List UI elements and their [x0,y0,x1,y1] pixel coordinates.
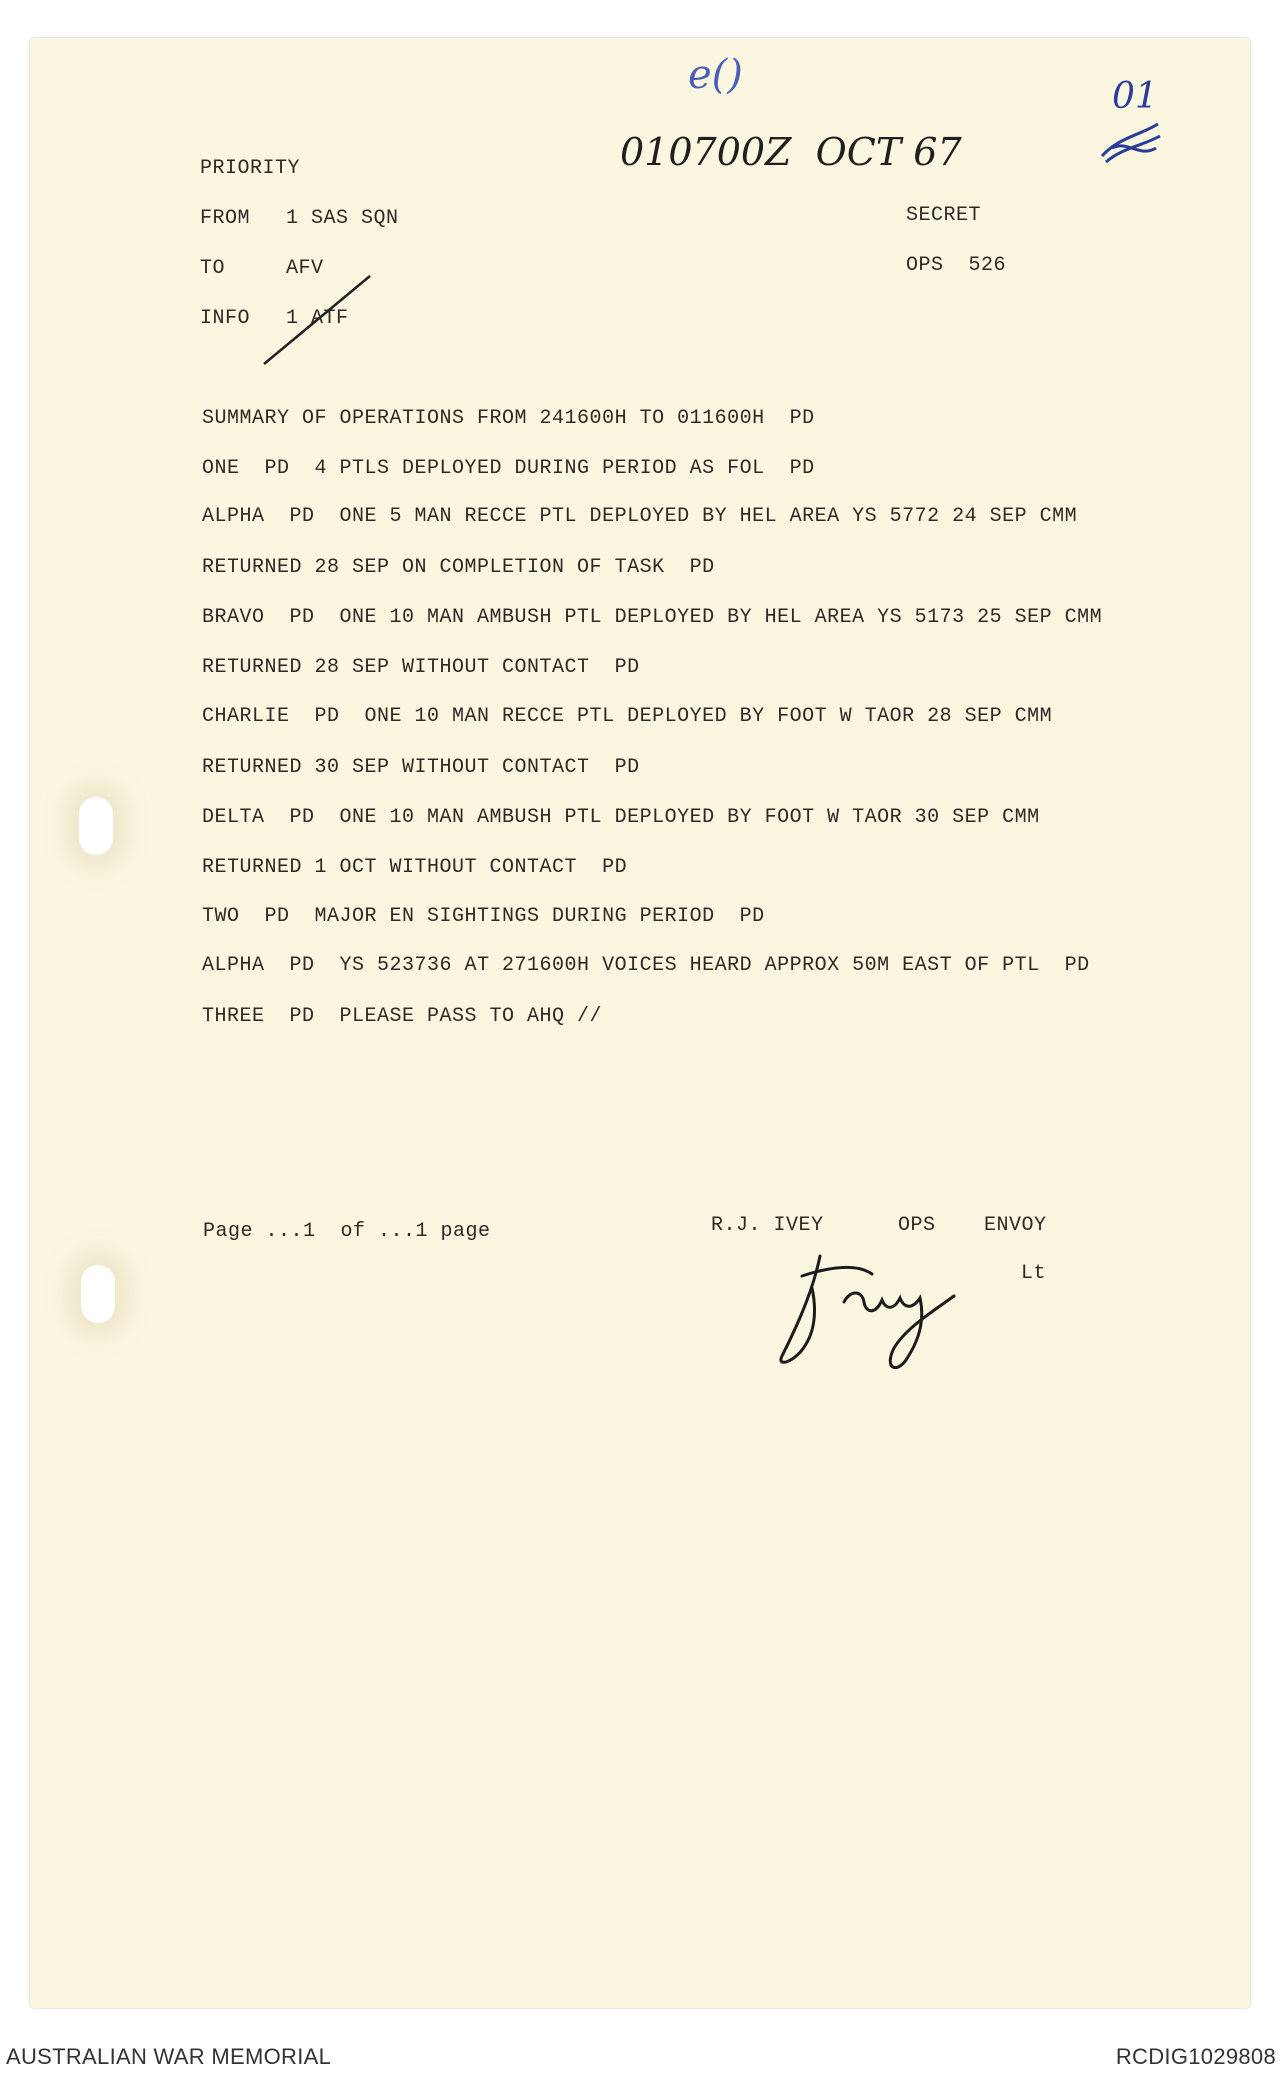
info-value: 1 ATF [286,307,349,330]
body-line: ALPHA PD YS 523736 AT 271600H VOICES HEARD APPROX 50M EAST OF PTL PD [202,954,1090,977]
from-value: 1 SAS SQN [286,207,399,230]
punch-hole-lower [81,1265,115,1323]
handwritten-corner-number: 01 [1112,76,1158,117]
body-line: BRAVO PD ONE 10 MAN AMBUSH PTL DEPLOYED BY HEL AREA YS 5173 25 SEP CMM [202,606,1103,629]
ops-reference: OPS 526 [906,254,1007,277]
handwritten-dtg: 010700Z OCT 67 [620,130,962,174]
body-line: TWO PD MAJOR EN SIGHTINGS DURING PERIOD PD [202,905,765,928]
body-line: RETURNED 28 SEP WITHOUT CONTACT PD [202,656,640,679]
archive-footer-right: RCDIG1029808 [1115,2044,1276,2069]
body-line: RETURNED 1 OCT WITHOUT CONTACT PD [202,856,628,879]
signatory-role: ENVOY [984,1214,1047,1237]
body-line: THREE PD PLEASE PASS TO AHQ // [202,1005,603,1028]
body-line: DELTA PD ONE 10 MAN AMBUSH PTL DEPLOYED BY FOOT W TAOR 30 SEP CMM [202,806,1040,829]
handwritten-top-mark: e() [688,52,743,98]
archive-footer-left: AUSTRALIAN WAR MEMORIAL [6,2044,332,2069]
strike-line [262,272,372,368]
to-label: TO [200,257,226,280]
body-line: CHARLIE PD ONE 10 MAN RECCE PTL DEPLOYED BY FOOT W TAOR 28 SEP CMM [202,705,1053,728]
signatory-unit: OPS [898,1214,936,1237]
signatory-rank: Lt [1021,1262,1047,1285]
from-label: FROM [200,207,251,230]
signatory-name: R.J. IVEY [711,1214,824,1237]
classification: SECRET [906,204,982,227]
body-line: SUMMARY OF OPERATIONS FROM 241600H TO 011600H PD [202,407,815,430]
page-info: Page ...1 of ...1 page [203,1220,491,1243]
to-value: AFV [286,257,324,280]
info-label: INFO [200,307,251,330]
body-line: RETURNED 30 SEP WITHOUT CONTACT PD [202,756,640,779]
punch-hole-upper [79,797,113,855]
handwritten-signature [772,1236,972,1376]
scribble-mark [1098,118,1168,168]
body-line: RETURNED 28 SEP ON COMPLETION OF TASK PD [202,556,715,579]
body-line: ALPHA PD ONE 5 MAN RECCE PTL DEPLOYED BY HEL AREA YS 5772 24 SEP CMM [202,505,1078,528]
body-line: ONE PD 4 PTLS DEPLOYED DURING PERIOD AS FOL PD [202,457,815,480]
precedence: PRIORITY [200,157,301,180]
